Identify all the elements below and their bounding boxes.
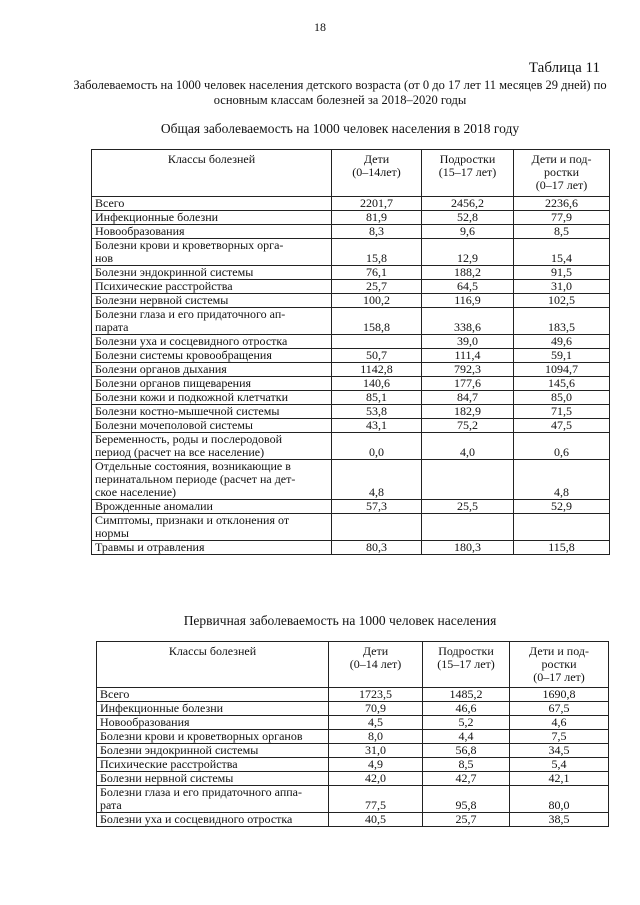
all-value-cell: 102,5 — [514, 294, 610, 308]
adolescents-value-cell: 792,3 — [422, 363, 514, 377]
table-header-row — [97, 642, 609, 688]
adolescents-value-cell — [422, 460, 514, 500]
children-value-cell: 53,8 — [332, 405, 422, 419]
disease-class-cell: Всего — [92, 197, 332, 211]
adolescents-value-cell: 12,9 — [422, 239, 514, 266]
disease-class-cell: Болезни мочеполовой системы — [92, 419, 332, 433]
adolescents-value-cell: 111,4 — [422, 349, 514, 363]
adolescents-value-cell: 9,6 — [422, 225, 514, 239]
all-value-cell: 80,0 — [510, 786, 609, 813]
table-row — [92, 460, 610, 500]
table-row — [97, 786, 609, 813]
table-row — [92, 541, 610, 555]
adolescents-value-cell: 182,9 — [422, 405, 514, 419]
disease-class-cell: Инфекционные болезни — [97, 702, 329, 716]
table-row — [92, 225, 610, 239]
children-value-cell — [332, 335, 422, 349]
document-title: Заболеваемость на 1000 человек населения детского возраста (от 0 до 17 лет 11 месяцев 29 дней) по основным классам болезней за 2018–2020 годы — [73, 78, 607, 107]
adolescents-value-cell: 8,5 — [423, 758, 510, 772]
general-morbidity-table — [91, 149, 610, 555]
children-value-cell: 50,7 — [332, 349, 422, 363]
children-value-cell: 76,1 — [332, 266, 422, 280]
table-row — [92, 197, 610, 211]
disease-class-cell: Симптомы, признаки и отклонения от нормы — [92, 514, 332, 541]
header-classes: Классы болезней — [97, 642, 329, 688]
table-row — [92, 500, 610, 514]
all-value-cell: 85,0 — [514, 391, 610, 405]
disease-class-cell: Беременность, роды и послеродовой период (расчет на все население) — [92, 433, 332, 460]
disease-class-cell: Болезни системы кровообращения — [92, 349, 332, 363]
all-value-cell: 42,1 — [510, 772, 609, 786]
disease-class-cell: Болезни уха и сосцевидного отростка — [92, 335, 332, 349]
table-row — [92, 239, 610, 266]
all-value-cell: 15,4 — [514, 239, 610, 266]
disease-class-cell: Психические расстройства — [97, 758, 329, 772]
all-value-cell: 115,8 — [514, 541, 610, 555]
all-value-cell: 0,6 — [514, 433, 610, 460]
table-row — [92, 266, 610, 280]
children-value-cell: 158,8 — [332, 308, 422, 335]
adolescents-value-cell: 188,2 — [422, 266, 514, 280]
disease-class-cell: Отдельные состояния, возникающие в перинатальном периоде (расчет на дет- ское население) — [92, 460, 332, 500]
children-value-cell: 85,1 — [332, 391, 422, 405]
disease-class-cell: Новообразования — [97, 716, 329, 730]
table-row — [97, 813, 609, 827]
page-number: 18 — [314, 20, 326, 34]
table-row — [97, 744, 609, 758]
disease-class-cell: Болезни уха и сосцевидного отростка — [97, 813, 329, 827]
table-row — [92, 308, 610, 335]
all-value-cell: 91,5 — [514, 266, 610, 280]
children-value-cell: 8,3 — [332, 225, 422, 239]
children-value-cell: 0,0 — [332, 433, 422, 460]
all-value-cell: 183,5 — [514, 308, 610, 335]
disease-class-cell: Инфекционные болезни — [92, 211, 332, 225]
disease-class-cell: Психические расстройства — [92, 280, 332, 294]
adolescents-value-cell: 2456,2 — [422, 197, 514, 211]
children-value-cell: 4,8 — [332, 460, 422, 500]
disease-class-cell: Новообразования — [92, 225, 332, 239]
disease-class-cell: Врожденные аномалии — [92, 500, 332, 514]
all-value-cell: 1094,7 — [514, 363, 610, 377]
disease-class-cell: Болезни кожи и подкожной клетчатки — [92, 391, 332, 405]
all-value-cell: 77,9 — [514, 211, 610, 225]
adolescents-value-cell: 56,8 — [423, 744, 510, 758]
all-value-cell — [514, 514, 610, 541]
all-value-cell: 38,5 — [510, 813, 609, 827]
table-row — [92, 349, 610, 363]
all-value-cell: 7,5 — [510, 730, 609, 744]
all-value-cell: 2236,6 — [514, 197, 610, 211]
table-row — [92, 419, 610, 433]
table-row — [97, 702, 609, 716]
adolescents-value-cell: 4,4 — [423, 730, 510, 744]
disease-class-cell: Болезни крови и кроветворных орга- нов — [92, 239, 332, 266]
header-all: Дети и под- ростки (0–17 лет) — [514, 150, 610, 197]
all-value-cell: 47,5 — [514, 419, 610, 433]
table-row — [92, 363, 610, 377]
table-header-row — [92, 150, 610, 197]
all-value-cell: 71,5 — [514, 405, 610, 419]
table-row — [97, 772, 609, 786]
disease-class-cell: Болезни крови и кроветворных органов — [97, 730, 329, 744]
table-row — [92, 280, 610, 294]
adolescents-value-cell: 1485,2 — [423, 688, 510, 702]
adolescents-value-cell: 4,0 — [422, 433, 514, 460]
disease-class-cell: Болезни глаза и его придаточного аппа- рата — [97, 786, 329, 813]
children-value-cell: 100,2 — [332, 294, 422, 308]
disease-class-cell: Болезни эндокринной системы — [92, 266, 332, 280]
primary-morbidity-table — [96, 641, 609, 827]
table-row — [97, 688, 609, 702]
adolescents-value-cell: 39,0 — [422, 335, 514, 349]
disease-class-cell: Болезни нервной системы — [97, 772, 329, 786]
children-value-cell: 81,9 — [332, 211, 422, 225]
adolescents-value-cell: 180,3 — [422, 541, 514, 555]
all-value-cell: 1690,8 — [510, 688, 609, 702]
adolescents-value-cell: 25,5 — [422, 500, 514, 514]
header-classes: Классы болезней — [92, 150, 332, 197]
table-row — [92, 433, 610, 460]
header-adolescents: Подростки (15–17 лет) — [423, 642, 510, 688]
table-row — [92, 377, 610, 391]
adolescents-value-cell: 52,8 — [422, 211, 514, 225]
all-value-cell: 52,9 — [514, 500, 610, 514]
disease-class-cell: Болезни костно-мышечной системы — [92, 405, 332, 419]
adolescents-value-cell: 116,9 — [422, 294, 514, 308]
children-value-cell: 57,3 — [332, 500, 422, 514]
table-row — [97, 758, 609, 772]
children-value-cell: 8,0 — [329, 730, 423, 744]
adolescents-value-cell: 75,2 — [422, 419, 514, 433]
adolescents-value-cell: 177,6 — [422, 377, 514, 391]
disease-class-cell: Болезни нервной системы — [92, 294, 332, 308]
children-value-cell: 15,8 — [332, 239, 422, 266]
children-value-cell: 4,5 — [329, 716, 423, 730]
children-value-cell: 42,0 — [329, 772, 423, 786]
table-label: Таблица 11 — [528, 60, 600, 76]
all-value-cell: 31,0 — [514, 280, 610, 294]
adolescents-value-cell: 46,6 — [423, 702, 510, 716]
table-row — [92, 211, 610, 225]
table-row — [92, 335, 610, 349]
table-row — [97, 716, 609, 730]
adolescents-value-cell: 25,7 — [423, 813, 510, 827]
all-value-cell: 145,6 — [514, 377, 610, 391]
children-value-cell: 70,9 — [329, 702, 423, 716]
section-title-primary: Первичная заболеваемость на 1000 человек населения — [183, 613, 497, 628]
header-children: Дети (0–14лет) — [332, 150, 422, 197]
all-value-cell: 8,5 — [514, 225, 610, 239]
all-value-cell: 5,4 — [510, 758, 609, 772]
all-value-cell: 34,5 — [510, 744, 609, 758]
header-children: Дети (0–14 лет) — [329, 642, 423, 688]
children-value-cell: 40,5 — [329, 813, 423, 827]
adolescents-value-cell: 64,5 — [422, 280, 514, 294]
children-value-cell: 43,1 — [332, 419, 422, 433]
children-value-cell: 31,0 — [329, 744, 423, 758]
header-adolescents: Подростки (15–17 лет) — [422, 150, 514, 197]
all-value-cell: 67,5 — [510, 702, 609, 716]
adolescents-value-cell — [422, 514, 514, 541]
table-row — [97, 730, 609, 744]
children-value-cell — [332, 514, 422, 541]
disease-class-cell: Болезни глаза и его придаточного ап- парата — [92, 308, 332, 335]
children-value-cell: 80,3 — [332, 541, 422, 555]
disease-class-cell: Всего — [97, 688, 329, 702]
table-row — [92, 391, 610, 405]
adolescents-value-cell: 5,2 — [423, 716, 510, 730]
adolescents-value-cell: 84,7 — [422, 391, 514, 405]
disease-class-cell: Болезни эндокринной системы — [97, 744, 329, 758]
disease-class-cell: Травмы и отравления — [92, 541, 332, 555]
disease-class-cell: Болезни органов дыхания — [92, 363, 332, 377]
adolescents-value-cell: 338,6 — [422, 308, 514, 335]
children-value-cell: 25,7 — [332, 280, 422, 294]
all-value-cell: 59,1 — [514, 349, 610, 363]
children-value-cell: 4,9 — [329, 758, 423, 772]
children-value-cell: 2201,7 — [332, 197, 422, 211]
adolescents-value-cell: 95,8 — [423, 786, 510, 813]
disease-class-cell: Болезни органов пищеварения — [92, 377, 332, 391]
children-value-cell: 77,5 — [329, 786, 423, 813]
table-row — [92, 514, 610, 541]
all-value-cell: 49,6 — [514, 335, 610, 349]
adolescents-value-cell: 42,7 — [423, 772, 510, 786]
children-value-cell: 1723,5 — [329, 688, 423, 702]
all-value-cell: 4,8 — [514, 460, 610, 500]
all-value-cell: 4,6 — [510, 716, 609, 730]
table-row — [92, 405, 610, 419]
section-title-general: Общая заболеваемость на 1000 человек населения в 2018 году — [160, 121, 520, 136]
children-value-cell: 1142,8 — [332, 363, 422, 377]
table-row — [92, 294, 610, 308]
header-all: Дети и под- ростки (0–17 лет) — [510, 642, 609, 688]
children-value-cell: 140,6 — [332, 377, 422, 391]
